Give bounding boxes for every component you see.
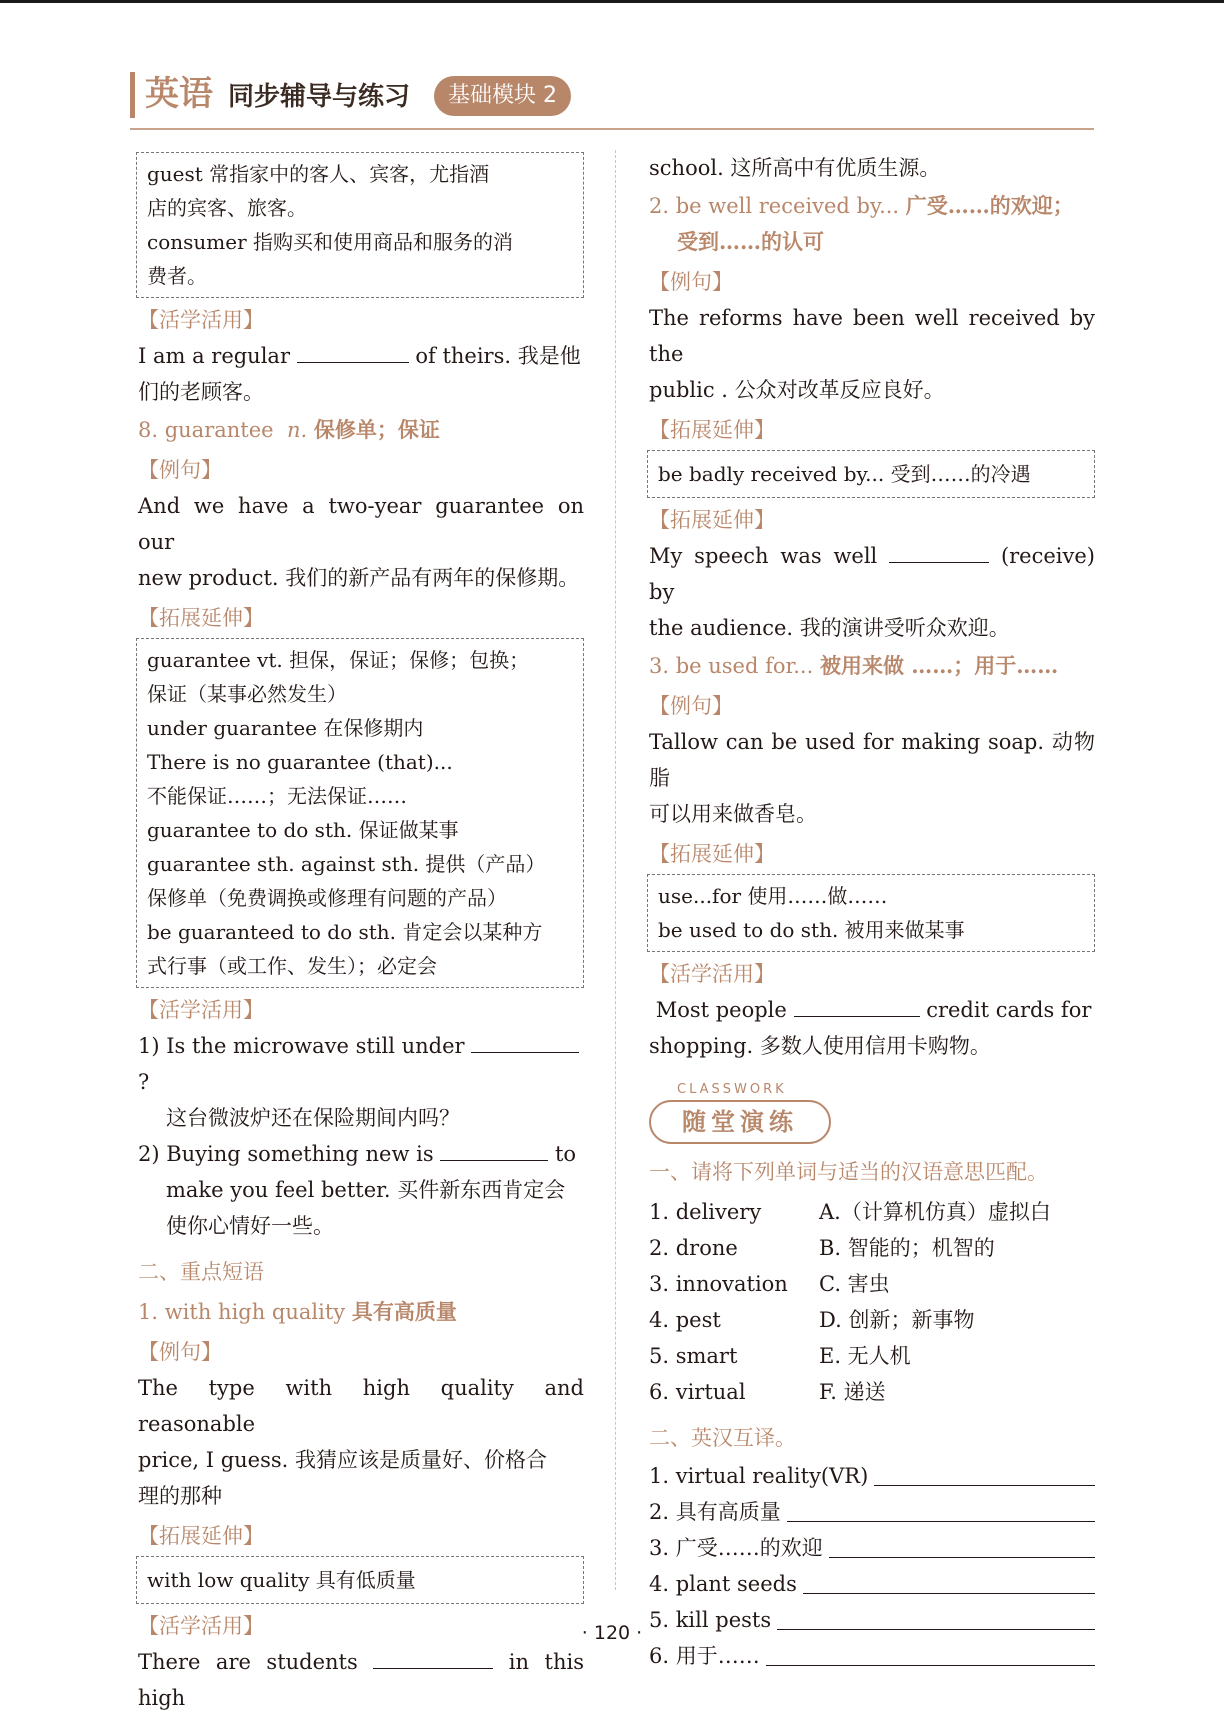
- note-line: use...for 使用……做……: [658, 884, 888, 908]
- left-column: [138, 150, 584, 1716]
- apply-label: 【活学活用】: [138, 1614, 264, 1638]
- classwork-banner: [649, 1082, 1095, 1168]
- sentence-part: 1) Is the microwave still under: [138, 1034, 465, 1058]
- translation-row: [649, 1494, 1095, 1530]
- match-meaning: C. 害虫: [819, 1272, 890, 1296]
- header-badge: 基础模块 2: [434, 76, 571, 116]
- translation-row: [649, 1458, 1095, 1494]
- match-row: [649, 1302, 1095, 1338]
- answer-line[interactable]: [766, 1664, 1095, 1666]
- apply-sentence-cont: the audience. 我的演讲受听众欢迎。: [649, 616, 1010, 640]
- section-heading-phrases: 二、重点短语: [138, 1260, 264, 1284]
- note-line: consumer 指购买和使用商品和服务的消: [147, 230, 513, 254]
- note-line: 保证（某事必然发生）: [147, 682, 347, 706]
- apply-label: 【活学活用】: [138, 308, 264, 332]
- sentence-part: 2) Buying something new is: [138, 1142, 434, 1166]
- example-line: 理的那种: [138, 1484, 222, 1508]
- vocab-word: 8. guarantee: [138, 418, 274, 442]
- translation-row: [649, 1530, 1095, 1566]
- question-2-cont: make you feel better. 买件新东西肯定会: [166, 1178, 566, 1202]
- extension-label: 【拓展延伸】: [138, 1524, 264, 1548]
- match-meaning: E. 无人机: [819, 1344, 911, 1368]
- note-line: under guarantee 在保修期内: [147, 716, 424, 740]
- phrase-item-1: [138, 1294, 584, 1330]
- note-box-guest-consumer: [136, 152, 584, 298]
- column-divider: [615, 150, 616, 1590]
- classwork-label-cn: 随堂演练: [649, 1100, 831, 1144]
- note-line: 不能保证……；无法保证……: [147, 784, 407, 808]
- phrase-meaning: 具有高质量: [351, 1299, 457, 1324]
- sentence-part: (receive) by: [649, 544, 1095, 604]
- apply-sentence: [138, 338, 584, 374]
- note-line: be guaranteed to do sth. 肯定会以某种方: [147, 920, 543, 944]
- translation-prompt: 3. 广受……的欢迎: [649, 1536, 823, 1560]
- answer-blank[interactable]: [440, 1138, 548, 1161]
- sentence-part: I am a regular: [138, 344, 290, 368]
- match-meaning: B. 智能的；机智的: [819, 1236, 995, 1260]
- answer-line[interactable]: [874, 1484, 1095, 1486]
- note-line: 店的宾客、旅客。: [147, 196, 307, 220]
- answer-blank[interactable]: [889, 540, 989, 563]
- note-box-low-quality: [136, 1556, 584, 1604]
- extension-label: 【拓展延伸】: [649, 508, 775, 532]
- task-2-heading: 二、英汉互译。: [649, 1426, 796, 1450]
- translation-prompt: 2. 具有高质量: [649, 1500, 781, 1524]
- task-1-heading: 一、请将下列单词与适当的汉语意思匹配。: [649, 1160, 1048, 1184]
- match-word: 5. smart: [649, 1344, 738, 1368]
- answer-line[interactable]: [829, 1556, 1095, 1558]
- classwork-label-en: CLASSWORK: [677, 1082, 787, 1097]
- apply-sentence: [138, 1644, 584, 1716]
- match-word: 6. virtual: [649, 1380, 746, 1404]
- match-meaning: D. 创新；新事物: [819, 1308, 975, 1332]
- question-2: [138, 1136, 584, 1172]
- phrase-meaning: 广受……的欢迎；: [905, 193, 1074, 218]
- extension-label: 【拓展延伸】: [138, 606, 264, 630]
- example-line: price, I guess. 我猜应该是质量好、价格合: [138, 1448, 548, 1472]
- match-row: [649, 1374, 1095, 1410]
- note-line: There is no guarantee (that)...: [147, 750, 453, 774]
- example-line: The reforms have been well received by the: [649, 306, 1095, 366]
- phrase-meaning: 受到……的认可: [677, 229, 824, 254]
- match-row: [649, 1230, 1095, 1266]
- match-word: 2. drone: [649, 1236, 738, 1260]
- note-line: 式行事（或工作、发生）；必定会: [147, 954, 437, 978]
- matching-list: [649, 1194, 1095, 1410]
- sentence-part: of theirs. 我是他: [415, 344, 581, 368]
- sentence-part: to: [554, 1142, 577, 1166]
- sentence-part: Most people: [655, 998, 787, 1022]
- example-line: 可以用来做香皂。: [649, 802, 817, 826]
- phrase-item-3: [649, 648, 1095, 684]
- continued-sentence: school. 这所高中有优质生源。: [649, 156, 941, 180]
- top-border: [0, 0, 1224, 3]
- note-line: guarantee vt. 担保，保证；保修；包换；: [147, 648, 530, 672]
- note-box-guarantee: [136, 638, 584, 988]
- sentence-part: in this high: [138, 1650, 584, 1710]
- apply-label: 【活学活用】: [649, 962, 775, 986]
- apply-sentence: [649, 538, 1095, 610]
- header-subject: 英语: [145, 74, 213, 114]
- question-2-cont: 使你心情好一些。: [166, 1214, 334, 1238]
- note-line: 费者。: [147, 264, 207, 288]
- match-word: 3. innovation: [649, 1272, 788, 1296]
- phrase-text: 3. be used for...: [649, 654, 814, 678]
- header-rule: [130, 128, 1094, 130]
- note-box-used-for: [647, 874, 1095, 952]
- vocab-pos: n.: [286, 418, 308, 442]
- example-line: public . 公众对改革反应良好。: [649, 378, 945, 402]
- question-1-translation: 这台微波炉还在保险期间内吗？: [166, 1106, 460, 1130]
- apply-sentence-cont: 们的老顾客。: [138, 380, 264, 404]
- question-1: [138, 1028, 584, 1100]
- example-label: 【例句】: [138, 1340, 222, 1364]
- match-word: 1. delivery: [649, 1200, 762, 1224]
- sentence-part: credit cards for: [926, 998, 1092, 1022]
- header-title: 同步辅导与练习: [228, 82, 411, 112]
- translation-prompt: 1. virtual reality(VR): [649, 1464, 869, 1488]
- note-box-badly-received: [647, 450, 1095, 498]
- extension-label: 【拓展延伸】: [649, 418, 775, 442]
- apply-sentence-cont: shopping. 多数人使用信用卡购物。: [649, 1034, 991, 1058]
- sentence-part: There are students: [138, 1650, 358, 1674]
- apply-label: 【活学活用】: [138, 998, 264, 1022]
- header-accent-bar: [130, 72, 135, 118]
- answer-blank[interactable]: [471, 1030, 579, 1053]
- example-label: 【例句】: [138, 458, 222, 482]
- page-number: · 120 ·: [581, 1622, 643, 1644]
- phrase-item-2: [649, 188, 1095, 224]
- right-column: [649, 150, 1095, 1674]
- answer-line[interactable]: [787, 1520, 1095, 1522]
- phrase-text: 2. be well received by...: [649, 194, 900, 218]
- match-meaning: F. 递送: [819, 1380, 886, 1404]
- match-row: [649, 1266, 1095, 1302]
- note-line: 保修单（免费调换或修理有问题的产品）: [147, 886, 507, 910]
- note-line: guarantee sth. against sth. 提供（产品）: [147, 852, 546, 876]
- example-line: new product. 我们的新产品有两年的保修期。: [138, 566, 580, 590]
- note-line: guest 常指家中的客人、宾客，尤指酒: [147, 162, 490, 186]
- sentence-part: ?: [138, 1070, 150, 1094]
- match-row: [649, 1338, 1095, 1374]
- phrase-text: 1. with high quality: [138, 1300, 346, 1324]
- vocab-item-guarantee: [138, 412, 584, 448]
- match-word: 4. pest: [649, 1308, 721, 1332]
- match-row: [649, 1194, 1095, 1230]
- answer-line[interactable]: [803, 1592, 1095, 1594]
- translation-prompt: 6. 用于……: [649, 1644, 760, 1668]
- phrase-meaning: 被用来做 ……；用于……: [819, 653, 1059, 678]
- match-meaning: A.（计算机仿真）虚拟白: [819, 1200, 1051, 1224]
- extension-label: 【拓展延伸】: [649, 842, 775, 866]
- sentence-part: My speech was well: [649, 544, 878, 568]
- note-line: with low quality 具有低质量: [147, 1568, 416, 1592]
- note-line: be used to do sth. 被用来做某事: [658, 918, 965, 942]
- answer-blank[interactable]: [373, 1646, 493, 1669]
- note-line: be badly received by... 受到……的冷遇: [658, 462, 1031, 486]
- example-label: 【例句】: [649, 694, 733, 718]
- translation-row: [649, 1566, 1095, 1602]
- example-line: The type with high quality and reasonable: [138, 1376, 584, 1436]
- translation-prompt: 5. kill pests: [649, 1608, 772, 1632]
- apply-sentence: [649, 992, 1095, 1028]
- example-line: And we have a two-year guarantee on our: [138, 494, 584, 554]
- note-line: guarantee to do sth. 保证做某事: [147, 818, 459, 842]
- answer-blank[interactable]: [794, 994, 920, 1017]
- answer-blank[interactable]: [297, 340, 409, 363]
- vocab-meaning: 保修单；保证: [313, 417, 440, 442]
- example-line: Tallow can be used for making soap. 动物脂: [649, 730, 1095, 790]
- example-label: 【例句】: [649, 270, 733, 294]
- page-header: [130, 70, 1094, 132]
- translation-prompt: 4. plant seeds: [649, 1572, 797, 1596]
